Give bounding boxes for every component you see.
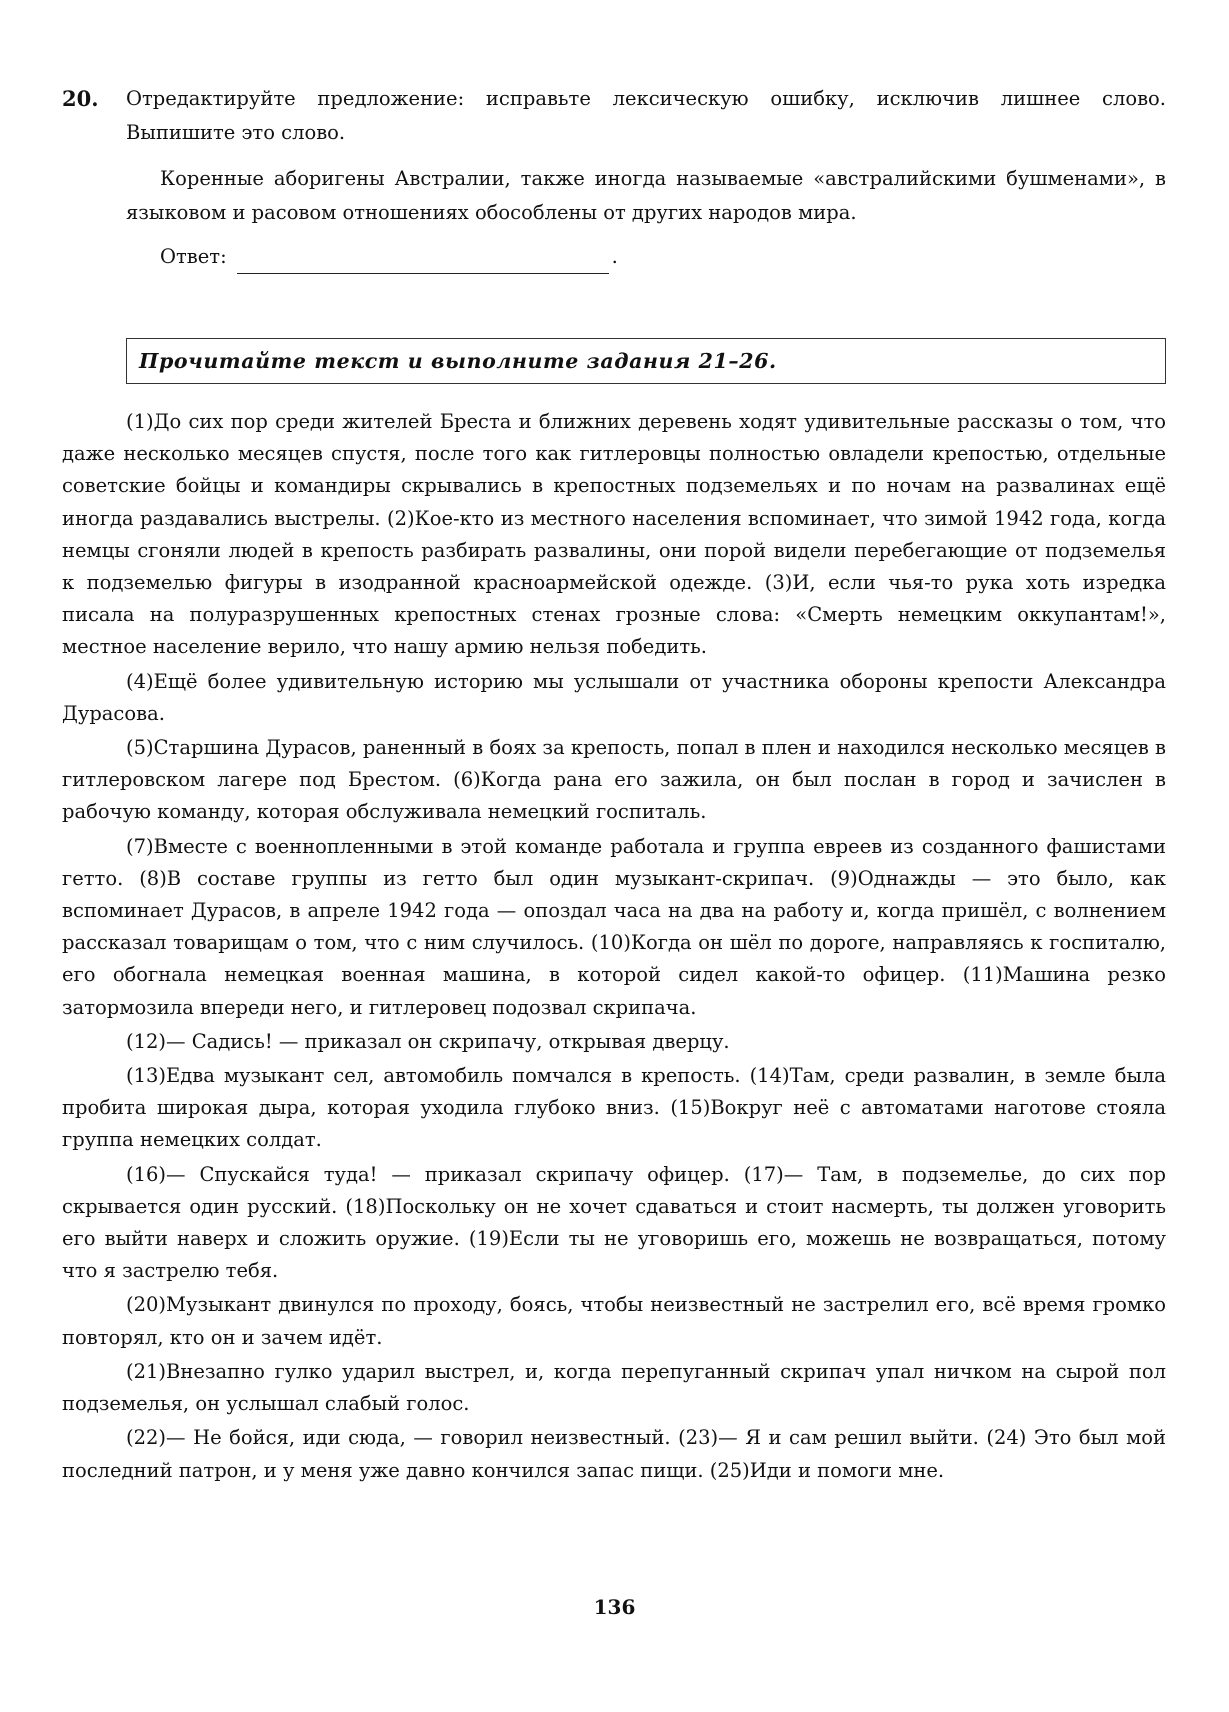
text-paragraph: (21)Внезапно гулко ударил выстрел, и, когда перепуганный скрипач упал ничком на сырой пол подземелья, он услышал слабый голос. <box>62 1359 1166 1416</box>
instruction-box: Прочитайте текст и выполните задания 21–26. <box>126 338 1166 384</box>
text-paragraph: (4)Ещё более удивительную историю мы услышали от участника обороны крепости Александра Дурасова. <box>62 669 1166 725</box>
text-paragraph: (12)— Садись! — приказал он скрипачу, открывая дверцу. <box>126 1029 730 1053</box>
text-paragraph: (16)— Спускайся туда! — приказал скрипачу офицер. (17)— Там, в подземелье, до сих пор скрывается один русский. (18)Поскольку он не хочет сдаваться и стоит насмерть, ты должен уговорить его выйти наверх и сложить оружие. (19)Если ты не уговоришь его, можешь не возвращаться, потому что я застрелю тебя. <box>62 1162 1166 1283</box>
task-sentence: Коренные аборигены Австралии, также иногда называемые «австралийскими бушменами», в языковом и расовом отношениях обособлены от других народов мира. <box>126 167 1166 224</box>
text-paragraph: (5)Старшина Дурасов, раненный в боях за крепость, попал в плен и находился несколько месяцев в гитлеровском лагере под Брестом. (6)Когда рана его зажила, он был послан в город и зачислен в рабочую команду, которая обслуживала немецкий госпиталь. <box>62 736 1166 824</box>
answer-label: Ответ: <box>160 245 227 268</box>
text-paragraph: (13)Едва музыкант сел, автомобиль помчался в крепость. (14)Там, среди развалин, в земле была пробита широкая дыра, которая уходила глубоко вниз. (15)Вокруг неё с автоматами наготове стояла группа немецких солдат. <box>62 1064 1166 1152</box>
reading-text <box>62 406 1166 1487</box>
task-prompt: Отредактируйте предложение: исправьте лексическую ошибку, исключив лишнее слово. Выпишите это слово. <box>126 87 1166 144</box>
text-paragraph: (20)Музыкант двинулся по проходу, боясь, чтобы неизвестный не застрелил его, всё время громко повторял, кто он и зачем идёт. <box>62 1293 1166 1349</box>
answer-field[interactable] <box>237 249 609 274</box>
text-paragraph: (22)— Не бойся, иди сюда, — говорил неизвестный. (23)— Я и сам решил выйти. (24) Это был мой последний патрон, и у меня уже давно кончился запас пищи. (25)Иди и помоги мне. <box>62 1426 1166 1482</box>
answer-end: . <box>611 245 618 268</box>
text-paragraph: (7)Вместе с военнопленными в этой команде работала и группа евреев из созданного фашистами гетто. (8)В составе группы из гетто был один музыкант-скрипач. (9)Однажды — это было, как вспоминает Дурасов, в апреле 1942 года — опоздал часа на два на работу и, когда пришёл, с волнением рассказал товарищам о том, что с ним случилось. (10)Когда он шёл по дороге, направляясь к госпиталю, его обогнала немецкая военная машина, в которой сидел какой-то офицер. (11)Машина резко затормозила впереди него, и гитлеровец подозвал скрипача. <box>62 834 1166 1019</box>
document-page <box>62 82 1166 1489</box>
page-number: 136 <box>593 1595 636 1619</box>
task-20 <box>62 82 1166 150</box>
answer-row <box>160 240 1166 274</box>
task-number: 20. <box>62 86 99 111</box>
text-paragraph: (1)До сих пор среди жителей Бреста и ближних деревень ходят удивительные рассказы о том, что даже несколько месяцев спустя, после того как гитлеровцы полностью овладели крепостью, отдельные советские бойцы и командиры скрывались в крепостных подземельях и по ночам на развалинах ещё иногда раздавались выстрелы. (2)Кое-кто из местного населения вспоминает, что зимой 1942 года, когда немцы сгоняли людей в крепость разбирать развалины, они порой видели перебегающие от подземелья к подземелью фигуры в изодранной красноармейской одежде. (3)И, если чья-то рука хоть изредка писала на полуразрушенных крепостных стенах грозные слова: «Смерть немецким оккупантам!», местное население верило, что нашу армию нельзя победить. <box>62 410 1166 659</box>
